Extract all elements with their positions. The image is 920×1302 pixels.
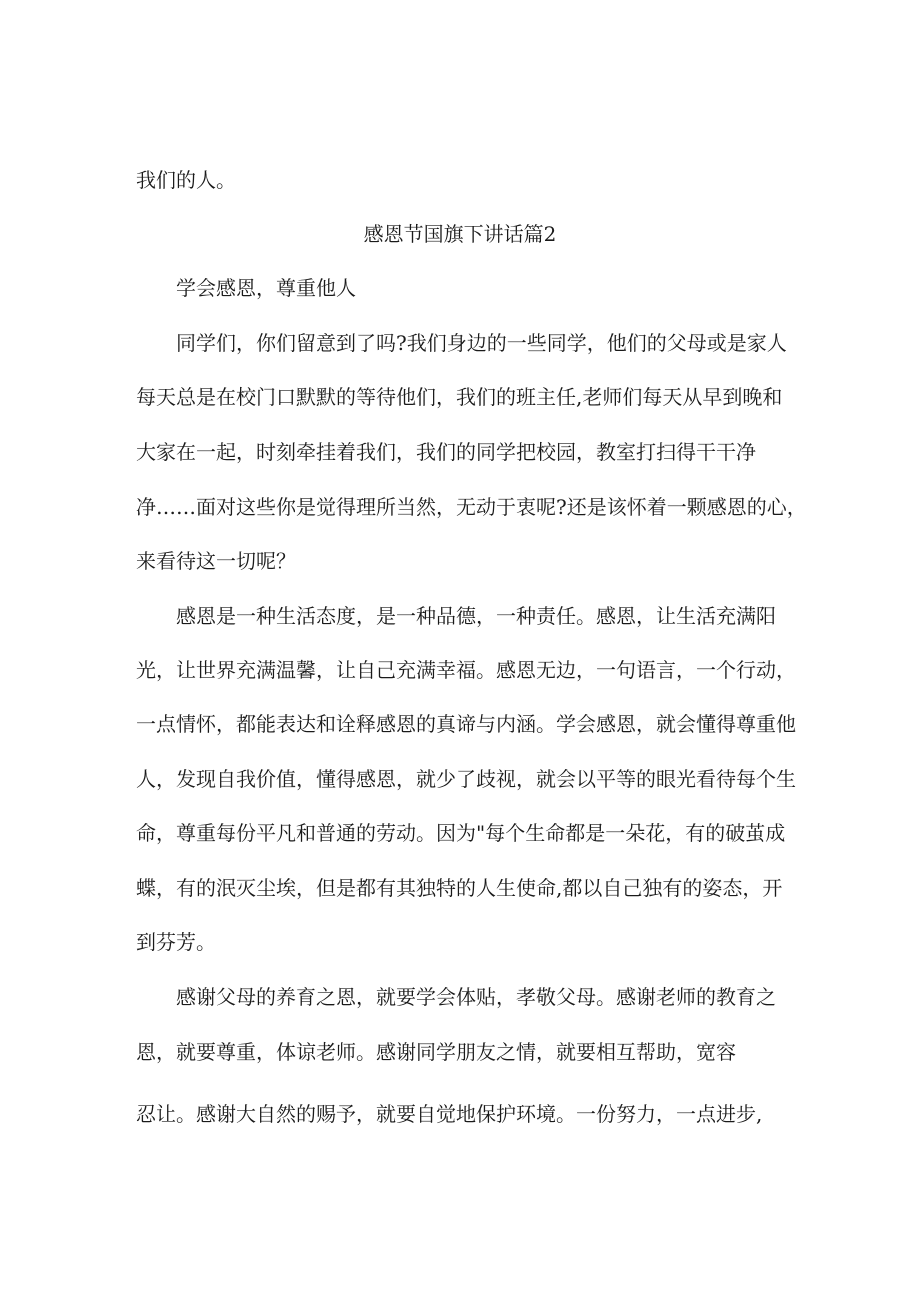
paragraph-line: 一点情怀，都能表达和诠释感恩的真谛与内涵。学会感恩，就会懂得尊重他 (136, 712, 796, 736)
fragment-line: 我们的人。 (136, 168, 236, 192)
paragraph-line: 大家在一起，时刻牵挂着我们，我们的同学把校园，教室打扫得干干净 (136, 440, 756, 464)
paragraph-line: 忍让。感谢大自然的赐予，就要自觉地保护环境。一份努力，一点进步, (136, 1102, 763, 1126)
paragraph-line: 感恩是一种生活态度，是一种品德，一种责任。感恩，让生活充满阳 (176, 604, 776, 628)
paragraph-line: 来看待这一切呢？ (136, 549, 296, 573)
paragraph-line: 命，尊重每份平凡和普通的劳动。因为"每个生命都是一朵花，有的破茧成 (136, 821, 786, 845)
section-title: 感恩节国旗下讲话篇2 (363, 222, 557, 246)
paragraph-line: 到芬芳。 (136, 930, 216, 954)
paragraph-line: 光，让世界充满温馨，让自己充满幸福。感恩无边，一句语言，一个行动， (136, 658, 796, 682)
paragraph-line: 人，发现自我价值，懂得感恩，就少了歧视，就会以平等的眼光看待每个生 (136, 767, 796, 791)
section-subtitle: 学会感恩，尊重他人 (176, 276, 356, 300)
paragraph-line: 净……面对这些你是觉得理所当然，无动于衷呢?还是该怀着一颗感恩的心， (136, 495, 807, 519)
paragraph-line: 感谢父母的养育之恩，就要学会体贴，孝敬父母。感谢老师的教育之 (176, 985, 776, 1009)
paragraph-line: 同学们，你们留意到了吗?我们身边的一些同学，他们的父母或是家人 (176, 331, 787, 355)
paragraph-line: 恩，就要尊重，体谅老师。感谢同学朋友之情，就要相互帮助，宽容 (136, 1040, 736, 1064)
paragraph-line: 蝶，有的泯灭尘埃，但是都有其独特的人生使命,都以自己独有的姿态，开 (136, 876, 783, 900)
paragraph-line: 每天总是在校门口默默的等待他们，我们的班主任,老师们每天从早到晚和 (136, 385, 783, 409)
